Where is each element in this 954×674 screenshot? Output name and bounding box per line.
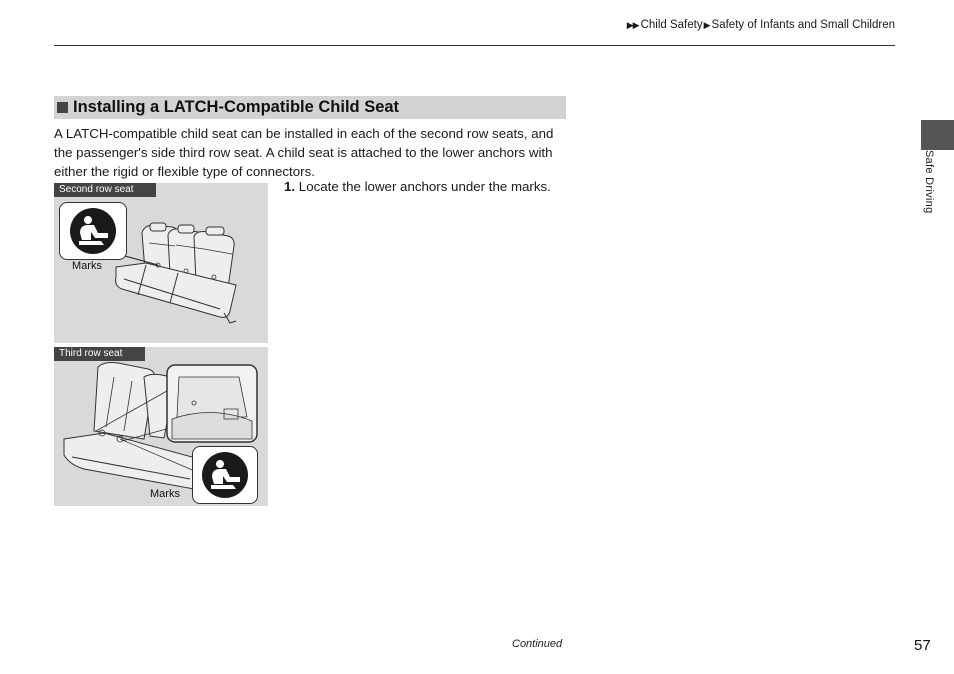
step-text: Locate the lower anchors under the marks. <box>298 179 551 194</box>
continued-label: Continued <box>512 638 563 650</box>
step-1 <box>284 179 551 194</box>
breadcrumb-child-safety[interactable]: Child Safety <box>640 19 703 31</box>
breadcrumb <box>627 19 895 31</box>
header-divider <box>54 45 895 46</box>
child-seat-anchor-icon <box>193 447 257 503</box>
marks-label: Marks <box>72 260 102 272</box>
second-row-seat-figure <box>54 183 268 343</box>
child-seat-anchor-icon <box>60 203 126 259</box>
second-row-seat-label: Second row seat <box>54 183 156 197</box>
side-tab-marker[interactable] <box>921 120 954 150</box>
breadcrumb-safety-infants[interactable]: Safety of Infants and Small Children <box>711 19 895 31</box>
marks-icon-box <box>59 202 127 260</box>
side-tab-label: Safe Driving <box>923 150 935 214</box>
double-arrow-icon: ▶▶ <box>626 20 639 30</box>
section-title: Installing a LATCH-Compatible Child Seat <box>73 98 400 116</box>
section-heading <box>54 96 566 119</box>
intro-paragraph: A LATCH-compatible child seat can be installed in each of the second row seats, and the passenger's side third row seat. A child seat is attached to the lower anchors with either the rigid or flexible type of connectors. <box>54 126 554 179</box>
step-number: 1. <box>284 179 296 194</box>
third-row-seat-label: Third row seat <box>54 347 145 361</box>
marks-icon-box <box>192 446 258 504</box>
heading-square-icon <box>57 102 68 113</box>
page-number: 57 <box>914 637 931 654</box>
arrow-icon: ▶ <box>703 20 711 30</box>
third-row-seat-figure <box>54 347 268 506</box>
marks-label: Marks <box>150 488 180 500</box>
